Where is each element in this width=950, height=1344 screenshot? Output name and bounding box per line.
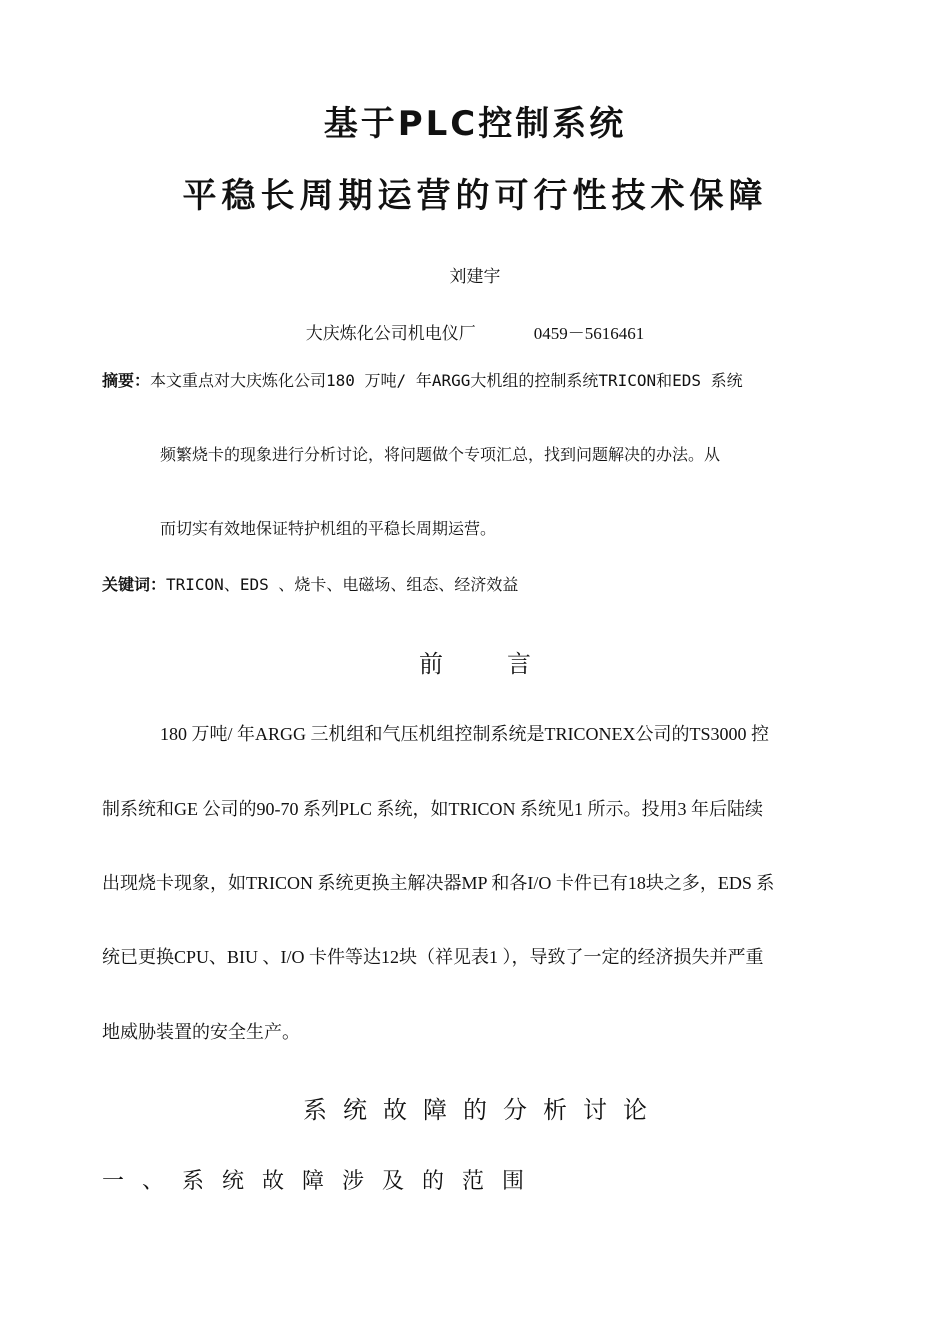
- affiliation-line: [0, 319, 950, 344]
- abstract-line-1: [102, 368, 850, 391]
- preface-line-3: 出现烧卡现象，如TRICON 系统更换主解决器MP 和各I/O 卡件已有18块之多，EDS 系: [102, 873, 775, 893]
- affiliation-name: 大庆炼化公司机电仪厂: [305, 324, 476, 343]
- keywords-label: 关键词：: [102, 575, 167, 594]
- abstract-label: 摘要：: [102, 371, 151, 390]
- preface-line-2: 制系统和GE 公司的90-70 系列PLC 系统，如TRICON 系统见1 所示。投用3 年后陆续: [102, 799, 763, 819]
- abstract-line-3: 而切实有效地保证特护机组的平稳长周期运营。: [160, 519, 497, 538]
- document-title-line-2: 平稳长周期运营的可行性技术保障: [182, 176, 768, 216]
- preface-line-5: 地威胁装置的安全生产。: [102, 1022, 300, 1042]
- preface-line-4: 统已更换CPU、BIU 、I/O 卡件等达12块（祥见表1 ），导致了一定的经济损失并严重: [102, 947, 764, 967]
- subsection-heading: 一、系统故障涉及的范围: [102, 1169, 543, 1194]
- preface-line-1: 180 万吨/ 年ARGG 三机组和气压机组控制系统是TRICONEX公司的TS3000 控: [160, 724, 770, 744]
- author-name: 刘建宇: [449, 267, 501, 287]
- preface-heading: 前言: [419, 650, 595, 678]
- document-title-line-1: 基于PLC控制系统: [323, 104, 627, 144]
- abstract-line-2: 频繁烧卡的现象进行分析讨论，将问题做个专项汇总，找到问题解决的办法。从: [160, 445, 721, 464]
- phone-number: 0459－5616461: [533, 324, 645, 343]
- abstract-text-1: 本文重点对大庆炼化公司180 万吨/ 年ARGG大机组的控制系统TRICON和EDS 系统: [150, 371, 743, 390]
- keywords-line: [102, 572, 850, 595]
- discussion-heading: 系统故障的分析讨论: [303, 1096, 663, 1124]
- keywords-text: TRICON、EDS 、烧卡、电磁场、组态、经济效益: [166, 575, 519, 594]
